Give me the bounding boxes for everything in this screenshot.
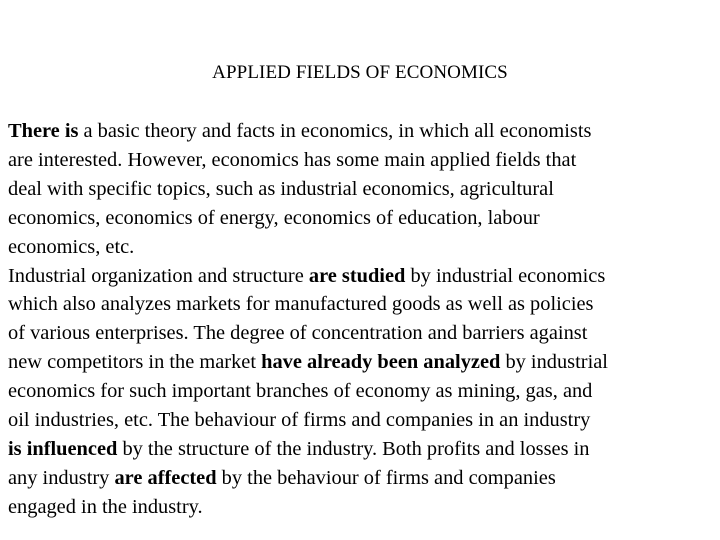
text-segment: economics, etc. [8,235,135,258]
text-segment: any industry [8,466,115,489]
bold-phrase: are affected [114,466,217,489]
text-segment: deal with specific topics, such as industrial economics, agricultural [8,177,554,200]
text-segment: are interested. However, economics has some main applied fields that [8,148,577,171]
bold-phrase: is influenced [8,437,118,460]
text-line [8,290,716,319]
text-line [8,233,716,262]
text-line [8,493,716,522]
text-segment: by the behaviour of firms and companies [216,466,556,489]
text-segment: engaged in the industry. [8,495,203,518]
text-line [8,117,716,146]
text-line [8,435,716,464]
text-line [8,175,716,204]
bold-phrase: are studied [308,264,406,287]
text-line [8,377,716,406]
text-line [8,319,716,348]
bold-phrase: have already been analyzed [261,351,501,374]
text-line [8,464,716,493]
text-segment: new competitors in the market [8,351,262,374]
text-segment: economics for such important branches of economy as mining, gas, and [8,380,593,403]
text-line [8,204,716,233]
text-segment: oil industries, etc. The behaviour of firms and companies in an industry [8,409,591,432]
body-text [8,117,716,522]
text-line [8,348,716,377]
text-segment: economics, economics of energy, economics of education, labour [8,206,540,229]
bold-phrase: There is [8,120,79,142]
text-segment: by industrial [500,351,608,374]
text-line [8,406,716,435]
text-segment: by the structure of the industry. Both profits and losses in [117,437,590,460]
text-line [8,262,716,291]
text-line [8,146,716,175]
text-segment: Industrial organization and structure [8,264,309,287]
text-segment: a basic theory and facts in economics, in which all economists [78,120,592,142]
text-segment: which also analyzes markets for manufactured goods as well as policies [8,293,594,316]
text-segment: by industrial economics [405,264,606,287]
slide-title: APPLIED FIELDS OF ECONOMICS [212,62,508,83]
text-segment: of various enterprises. The degree of concentration and barriers against [8,322,588,345]
